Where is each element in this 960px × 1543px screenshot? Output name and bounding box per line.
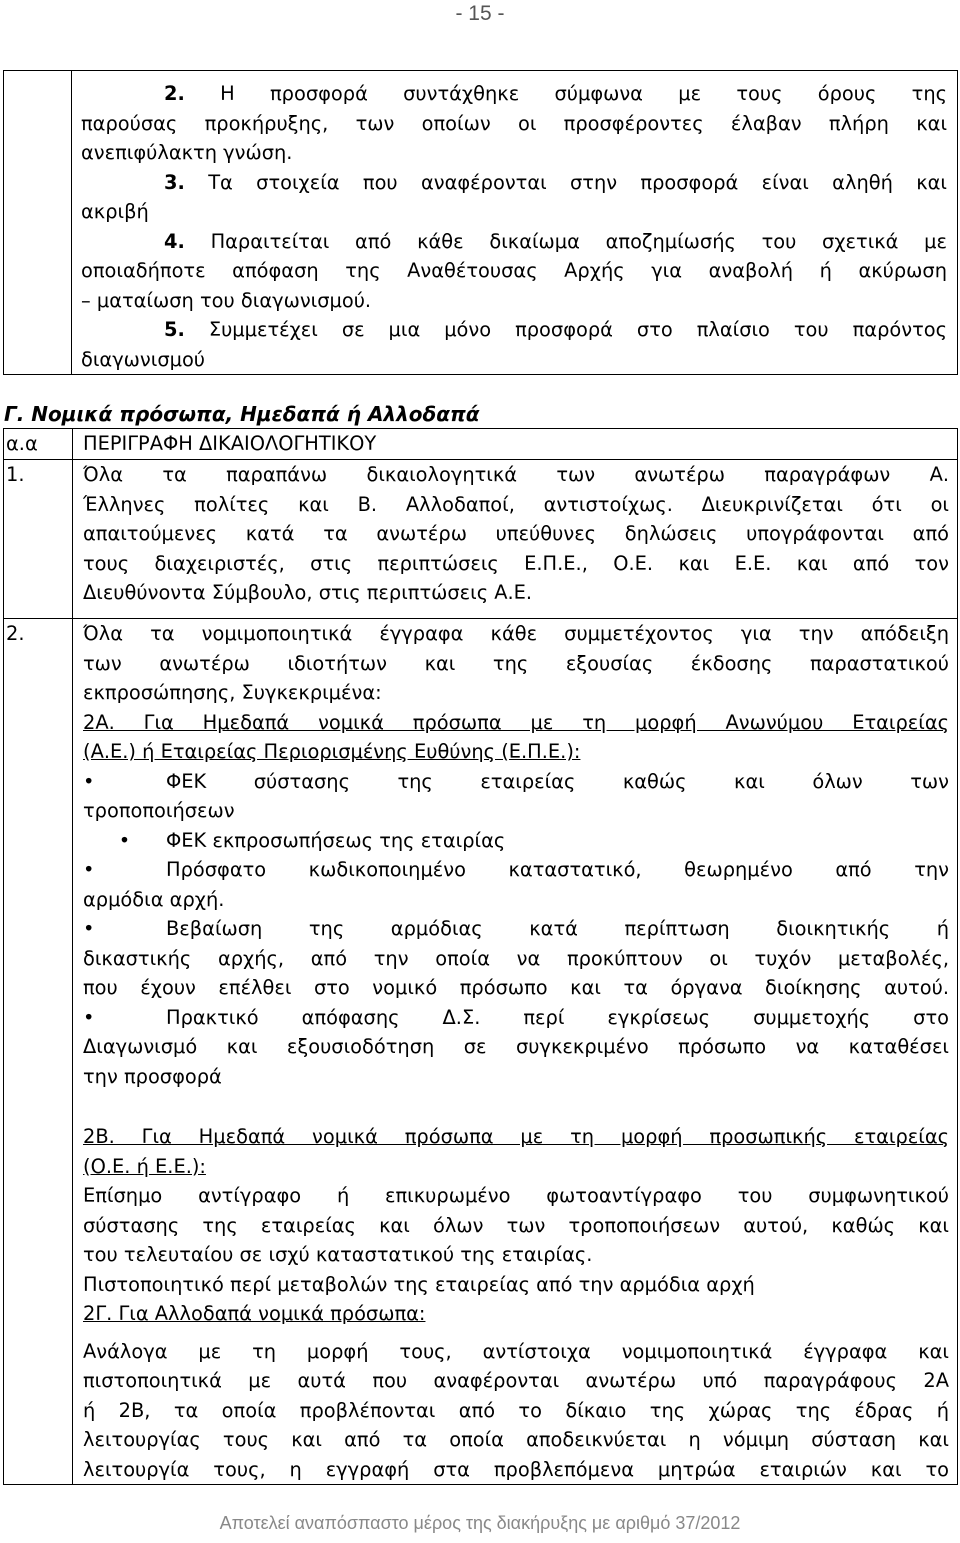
bullet-icon: • (83, 917, 95, 940)
condition-line: 5. Συμμετέχει σε μια μόνο προσφορά στο πλαίσιο του παρόντος (164, 318, 947, 341)
top-conditions-box (3, 70, 958, 375)
subsection-2b-title: 2Β. Για Ημεδαπά νομικά πρόσωπα με τη μορφή προσωπικής εταιρείας (83, 1125, 949, 1148)
condition-line: ακριβή (81, 200, 149, 223)
bullet-item: • Πρακτικό απόφασης Δ.Σ. περί εγκρίσεως συμμετοχής στο (83, 1003, 949, 1033)
bullet-icon: • (118, 828, 131, 852)
documents-table (3, 428, 958, 1485)
page-footer: Αποτελεί αναπόσπαστο μέρος της διακήρυξης με αριθμό 37/2012 (219, 1513, 741, 1533)
condition-line: διαγωνισμού (81, 347, 206, 371)
row-description: Όλα τα νομιμοποιητικά έγγραφα κάθε συμμετέχοντος για την απόδειξη των ανωτέρω ιδιοτήτων και της εξουσίας έκδοσης παραστατικού εκπροσώπησης, Συγκεκριμένα: 2Α. Για Ημεδαπά νομικά πρόσωπα με τη μορφή Ανωνύμου Εταιρείας (Α.Ε.) ή Εταιρείας Περιορισμένης Ευθύνης (Ε.Π.Ε.): • ΦΕΚ σύστασης της εταιρείας καθώς και όλων των τροποποιήσεων • ΦΕΚ εκπροσωπήσεως της εταιρίας • Πρόσφατο κωδικοποιημένο καταστατικό, θεωρημένο από την αρμόδια αρχή. • Βεβαίωση της αρμόδιας κατά περίπτωση διοικητικής ή δικαστικής αρχής, από την οποία να προκύπτουν οι τυχόν μεταβολές, που έχουν επέλθει στο νομικό πρόσωπο και τα όργανα διοίκησης αυτού. • Πρακτικό απόφασης Δ.Σ. περί εγκρίσεως συμμετοχής στο Διαγωνισμό και εξουσιοδότηση σε συγκεκριμένο πρόσωπο να καταθέσει την προσφορά 2Β. Για Ημεδαπά νομικά πρόσωπα με τη μορφή προσωπικής εταιρείας (Ο.Ε. ή Ε.Ε.): Επίσημο αντίγραφο ή επικυρωμένο φωτοαντίγραφο του συμφωνητικού σύστασης της εταιρείας και όλων των τροποποιήσεων αυτού, καθώς και του τελευταίου σε ισχύ καταστατικού της εταιρίας. Πιστοποιητικό περί μεταβολών της εταιρείας από την αρμόδια αρχή 2Γ. Για Αλλοδαπά νομικά πρόσωπα: Ανάλογα με τη μορφή τους, αντίστοιχα νομιμοποιητικά έγγραφα και πιστοποιητικά με αυτά που αναφέρονται ανωτέρω υπό παραγράφους 2Α ή 2Β, τα οποία προβλέπονται από το δίκαιο της χώρας της έδρας ή λειτουργίας τους και από τα οποία αποδεικνύεται η νόμιμη σύσταση και λειτουργία τους, η εγγραφή στα προβλεπόμενα μητρώα εταιριών και το (73, 619, 958, 1485)
section-heading: Γ. Νομικά πρόσωπα, Ημεδαπά ή Αλλοδαπά (4, 402, 480, 426)
condition-line: – ματαίωση του διαγωνισμού. (81, 288, 372, 312)
condition-line: οποιαδήποτε απόφαση της Αναθέτουσας Αρχής για αναβολή ή ακύρωση (81, 259, 947, 282)
bullet-item: • ΦΕΚ σύστασης της εταιρείας καθώς και όλων των (83, 767, 949, 797)
conditions-text-cell (72, 71, 958, 375)
condition-line: 4. Παραιτείται από κάθε δικαίωμα αποζημίωσής του σχετικά με (164, 229, 947, 253)
subsection-2b-title: (Ο.Ε. ή Ε.Ε.): (83, 1154, 206, 1178)
page-number: - 15 - (455, 2, 505, 25)
bullet-item: • ΦΕΚ εκπροσωπήσεως της εταιρίας (83, 826, 949, 856)
table-row (4, 460, 958, 619)
empty-number-cell (4, 71, 72, 375)
row-description: Όλα τα παραπάνω δικαιολογητικά των ανωτέρω παραγράφων Α. Έλληνες πολίτες και Β. Αλλοδαποί, αντιστοίχως. Διευκρινίζεται ότι οι απαιτούμενες κατά τα ανωτέρω υπεύθυνες δηλώσεις υπογράφονται από τους διαχειριστές, στις περιπτώσεις Ε.Π.Ε., Ο.Ε. και Ε.Ε. και από τον Διευθύνοντα Σύμβουλο, στις περιπτώσεις Α.Ε. (73, 460, 958, 619)
subsection-2a-title: 2Α. Για Ημεδαπά νομικά πρόσωπα με τη μορφή Ανωνύμου Εταιρείας (83, 710, 949, 734)
header-description: ΠΕΡΙΓΡΑΦΗ ΔΙΚΑΙΟΛΟΓΗΤΙΚΟΥ (73, 429, 958, 460)
bullet-icon: • (83, 858, 95, 881)
condition-line: παρούσας προκήρυξης, των οποίων οι προσφέροντες έλαβαν πλήρη και (81, 111, 947, 135)
table-header-row (4, 429, 958, 460)
header-aa: α.α (4, 429, 73, 460)
bullet-icon: • (83, 1005, 95, 1029)
bullet-item: • Πρόσφατο κωδικοποιημένο καταστατικό, θεωρημένο από την (83, 855, 949, 885)
condition-line: 3. Τα στοιχεία που αναφέρονται στην προσφορά είναι αληθή και (164, 170, 947, 194)
subsection-2a-title: (Α.Ε.) ή Εταιρείας Περιορισμένης Ευθύνης (Ε.Π.Ε.): (83, 740, 581, 763)
bullet-icon: • (83, 769, 95, 793)
subsection-2c-title: 2Γ. Για Αλλοδαπά νομικά πρόσωπα: (83, 1302, 426, 1325)
row-number: 2. (4, 619, 73, 1485)
bullet-item: • Βεβαίωση της αρμόδιας κατά περίπτωση διοικητικής ή (83, 914, 949, 944)
row-number: 1. (4, 460, 73, 619)
table-row (4, 619, 958, 1485)
condition-line: ανεπιφύλακτη γνώση. (81, 141, 293, 164)
condition-line: 2. Η προσφορά συντάχθηκε σύμφωνα με τους όρους της (164, 82, 947, 105)
